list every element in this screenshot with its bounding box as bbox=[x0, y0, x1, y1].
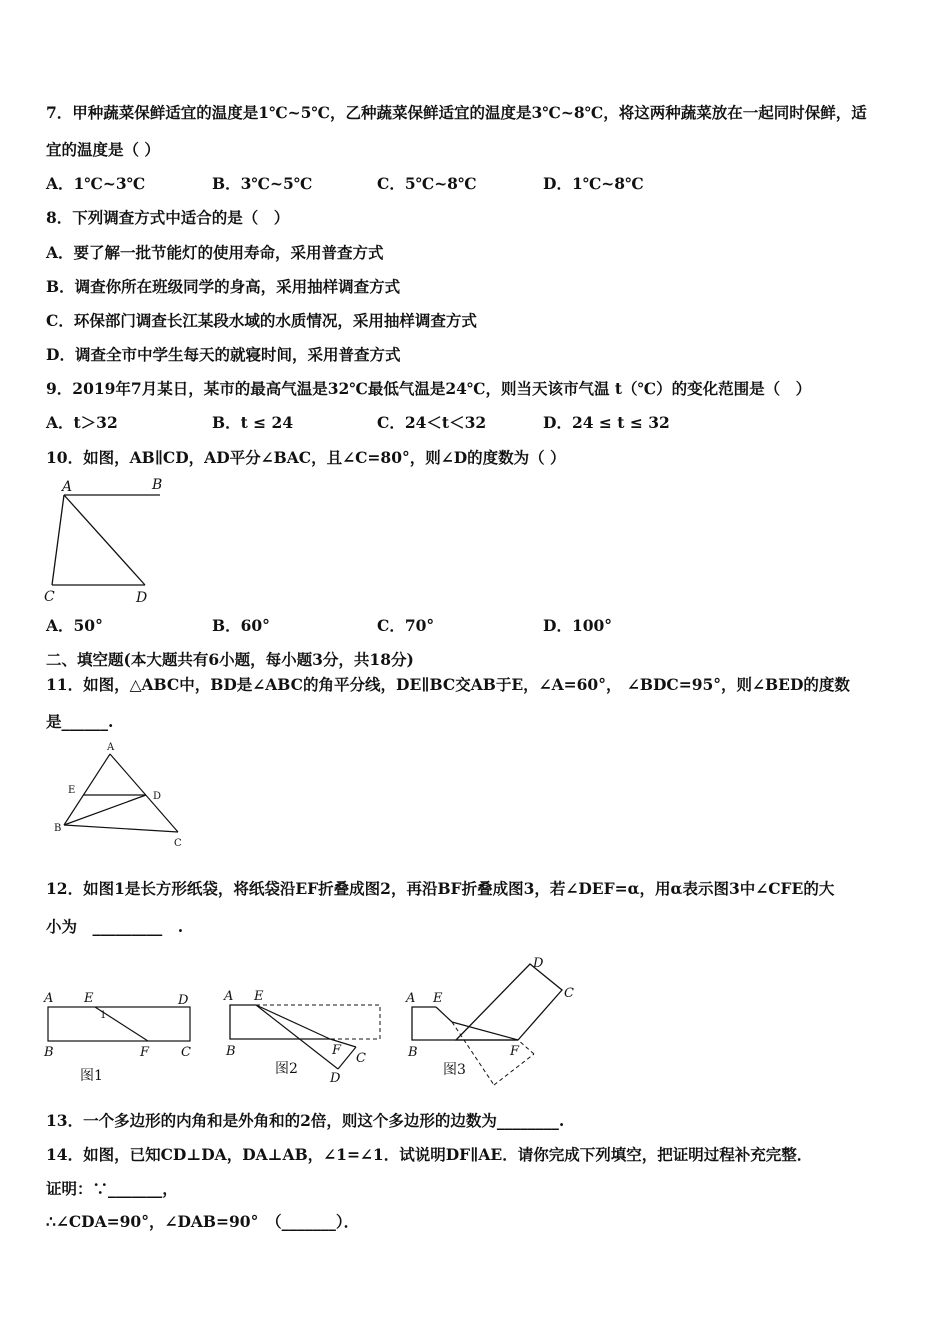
fig2-label-e: E bbox=[254, 989, 264, 1004]
fig1-label-1: 1 bbox=[100, 1010, 107, 1021]
fig1-label-f: F bbox=[140, 1045, 150, 1060]
q11-label-b: B bbox=[54, 823, 62, 834]
q8-option-c[interactable]: C．环保部门调查长江某段水域的水质情况，采用抽样调查方式 bbox=[46, 311, 477, 330]
section-heading: 二、填空题(本大题共有6小题，每小题3分，共18分) bbox=[46, 650, 414, 669]
q9-option-a[interactable]: A．t＞32 bbox=[46, 413, 118, 432]
fig2-caption: 图2 bbox=[275, 1061, 298, 1077]
q9-option-c[interactable]: C．24＜t＜32 bbox=[377, 413, 487, 432]
q10-stem: 10．如图，AB∥CD，AD平分∠BAC，且∠C=80°，则∠D的度数为（ ） bbox=[46, 448, 566, 467]
q9-stem: 9．2019年7月某日，某市的最高气温是32℃最低气温是24℃，则当天该市气温 t（℃）的变化范围是（ ） bbox=[46, 379, 812, 398]
q11-stem-line1: 11．如图，△ABC中，BD是∠ABC的角平分线，DE∥BC交AB于E，∠A=60°， ∠BDC=95°，则∠BED的度数 bbox=[46, 675, 850, 694]
q10-label-b: B bbox=[152, 477, 163, 493]
q12-figure-3 bbox=[400, 950, 590, 1095]
q13-stem: 13．一个多边形的内角和是外角和的2倍，则这个多边形的边数为________. bbox=[46, 1111, 565, 1130]
q10-option-d[interactable]: D．100° bbox=[543, 616, 613, 635]
fig2-label-d: D bbox=[330, 1071, 341, 1086]
q12-stem-line2: 小为 _________ . bbox=[46, 917, 184, 936]
fig3-label-f: F bbox=[510, 1044, 520, 1059]
fig1-label-b: B bbox=[44, 1045, 54, 1060]
q11-stem-line2: 是______. bbox=[46, 712, 114, 731]
q12-figure-1 bbox=[40, 985, 210, 1085]
fig3-label-d: D bbox=[533, 956, 544, 971]
q10-label-d: D bbox=[136, 590, 148, 606]
q7-option-b[interactable]: B．3℃~5℃ bbox=[212, 174, 313, 193]
q7-option-d[interactable]: D．1℃~8℃ bbox=[543, 174, 644, 193]
fig3-label-c: C bbox=[564, 986, 574, 1001]
q10-label-a: A bbox=[62, 479, 73, 495]
q7-option-a[interactable]: A．1℃~3℃ bbox=[46, 174, 146, 193]
q12-stem-line1: 12．如图1是长方形纸袋，将纸袋沿EF折叠成图2，再沿BF折叠成图3，若∠DEF=α，用α表示图3中∠CFE的大 bbox=[46, 879, 835, 898]
q12-figure-2 bbox=[220, 983, 390, 1088]
q9-option-b[interactable]: B．t ≤ 24 bbox=[212, 413, 294, 432]
fig2-label-c: C bbox=[356, 1051, 366, 1066]
q14-proof-line2: ∴∠CDA=90°，∠DAB=90° （_______）． bbox=[46, 1212, 360, 1231]
q8-option-a[interactable]: A．要了解一批节能灯的使用寿命，采用普查方式 bbox=[46, 243, 384, 262]
q8-option-b[interactable]: B．调查你所在班级同学的身高，采用抽样调查方式 bbox=[46, 277, 401, 296]
q9-option-d[interactable]: D．24 ≤ t ≤ 32 bbox=[543, 413, 670, 432]
q14-proof-line1: 证明：∵_______， bbox=[46, 1179, 178, 1198]
q11-label-e: E bbox=[68, 785, 76, 796]
q14-stem: 14．如图，已知CD⊥DA，DA⊥AB，∠1=∠1．试说明DF∥AE．请你完成下列填空，把证明过程补充完整． bbox=[46, 1145, 813, 1164]
q10-option-a[interactable]: A．50° bbox=[46, 616, 103, 635]
fig1-label-c: C bbox=[181, 1045, 191, 1060]
q8-option-d[interactable]: D．调查全市中学生每天的就寝时间，采用普查方式 bbox=[46, 345, 401, 364]
q10-figure bbox=[40, 475, 180, 610]
fig1-caption: 图1 bbox=[80, 1068, 103, 1084]
fig3-label-a: A bbox=[406, 991, 416, 1006]
q7-option-c[interactable]: C．5℃~8℃ bbox=[377, 174, 477, 193]
fig1-label-e: E bbox=[84, 991, 94, 1006]
fig3-caption: 图3 bbox=[443, 1062, 466, 1078]
q7-stem-line2: 宜的温度是（ ） bbox=[46, 140, 160, 159]
q10-option-c[interactable]: C．70° bbox=[377, 616, 435, 635]
fig1-label-a: A bbox=[44, 991, 54, 1006]
fig1-label-d: D bbox=[178, 993, 189, 1008]
fig3-label-e: E bbox=[433, 991, 443, 1006]
q11-label-c: C bbox=[174, 838, 182, 849]
q7-stem-line1: 7．甲种蔬菜保鲜适宜的温度是1℃~5℃，乙种蔬菜保鲜适宜的温度是3℃~8℃，将这两种蔬菜放在一起同时保鲜，适 bbox=[46, 103, 867, 122]
fig2-label-f: F bbox=[332, 1043, 342, 1058]
q11-label-a: A bbox=[107, 742, 115, 753]
q10-label-c: C bbox=[44, 589, 55, 605]
fig2-label-a: A bbox=[224, 989, 234, 1004]
fig2-label-b: B bbox=[226, 1044, 236, 1059]
q11-label-d: D bbox=[153, 791, 162, 802]
q10-option-b[interactable]: B．60° bbox=[212, 616, 270, 635]
q11-figure bbox=[50, 740, 190, 850]
q8-stem: 8．下列调查方式中适合的是（ ） bbox=[46, 208, 290, 227]
fig3-label-b: B bbox=[408, 1045, 418, 1060]
